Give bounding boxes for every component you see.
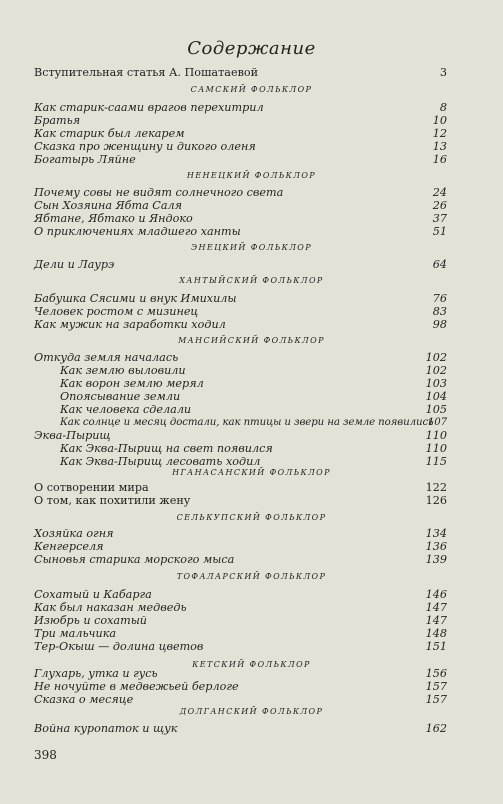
toc-entry xyxy=(34,680,447,693)
toc-entry-page: 139 xyxy=(425,553,447,566)
toc-entry xyxy=(34,429,447,442)
toc-entry-page: 83 xyxy=(432,305,447,318)
toc-entry-title: Не ночуйте в медвежьей берлоге xyxy=(34,680,239,693)
section-heading: ХАНТЫЙСКИЙ ФОЛЬКЛОР xyxy=(179,276,324,285)
toc-entry xyxy=(34,722,447,735)
toc-entry xyxy=(34,199,447,212)
section-heading: ТОФАЛАРСКИЙ ФОЛЬКЛОР xyxy=(176,572,327,581)
toc-entry-page: 24 xyxy=(432,186,447,199)
toc-entry-title: Дели и Лаурэ xyxy=(34,258,115,271)
toc-entry xyxy=(34,225,447,238)
toc-entry xyxy=(34,667,447,680)
toc-entry-page: 104 xyxy=(425,390,447,403)
toc-entry-title: Как мужик на заработки ходил xyxy=(34,318,226,331)
toc-entry-page: 13 xyxy=(432,140,447,153)
toc-entry-title: Как человека сделали xyxy=(60,403,192,416)
toc-entry-title: Сказка про женщину и дикого оленя xyxy=(34,140,256,153)
toc-entry-title: Почему совы не видят солнечного света xyxy=(34,186,284,199)
toc-entry-page: 115 xyxy=(425,455,447,468)
section-heading: НГАНАСАНСКИЙ ФОЛЬКЛОР xyxy=(172,468,331,477)
toc-entry xyxy=(34,416,447,429)
toc-entry-page: 134 xyxy=(425,527,447,540)
toc-entry-title: Тер-Окыш — долина цветов xyxy=(34,640,204,653)
toc-entry-page: 12 xyxy=(432,127,447,140)
toc-entry xyxy=(34,292,447,305)
toc-entry-page: 147 xyxy=(425,614,447,627)
toc-entry xyxy=(34,305,447,318)
toc-entry-title: Опоясывание земли xyxy=(60,390,181,403)
toc-entry-title: Война куропаток и щук xyxy=(34,722,178,735)
toc-entry-page: 148 xyxy=(425,627,447,640)
toc-entry-page: 51 xyxy=(432,225,447,238)
toc-entry xyxy=(34,527,447,540)
toc-entry-title: Сохатый и Кабарга xyxy=(34,588,152,601)
toc-entry-page: 162 xyxy=(425,722,447,735)
toc-entry xyxy=(34,186,447,199)
toc-entry xyxy=(34,258,447,271)
toc-entry-title: Как старик-саами врагов перехитрил xyxy=(34,101,264,114)
toc-entry-title: О том, как похитили жену xyxy=(34,494,191,507)
toc-entry-title: Ябтане, Ябтако и Яндоко xyxy=(34,212,193,225)
toc-entry-page: 26 xyxy=(432,199,447,212)
toc-entry xyxy=(34,614,447,627)
toc-entry-page: 151 xyxy=(425,640,447,653)
section-heading: САМСКИЙ ФОЛЬКЛОР xyxy=(190,85,313,94)
section-heading: ДОЛГАНСКИЙ ФОЛЬКЛОР xyxy=(179,707,324,716)
toc-entry-page: 8 xyxy=(439,101,447,114)
toc-entry-page: 110 xyxy=(425,442,447,455)
toc-entry-page: 102 xyxy=(425,351,447,364)
toc-entry-title: Как солнце и месяц достали, как птицы и звери на земле появились xyxy=(60,417,434,428)
toc-entry-page: 76 xyxy=(432,292,447,305)
toc-entry-title: О приключениях младшего ханты xyxy=(34,225,241,238)
toc-entry xyxy=(34,127,447,140)
toc-entry-title: Эква-Пырищ xyxy=(34,429,111,442)
page-title: Содержание xyxy=(187,38,316,59)
toc-entry-page: 136 xyxy=(425,540,447,553)
toc-entry-page: 37 xyxy=(432,212,447,225)
toc-entry-title: Глухарь, утка и гусь xyxy=(34,667,158,680)
toc-entry xyxy=(34,693,447,706)
toc-entry-page: 16 xyxy=(432,153,447,166)
toc-entry xyxy=(34,494,447,507)
toc-entry xyxy=(34,442,447,455)
toc-entry-title: Три мальчика xyxy=(34,627,117,640)
toc-entry-page: 110 xyxy=(425,429,447,442)
toc-entry xyxy=(34,601,447,614)
toc-entry-title: Изюбрь и сохатый xyxy=(34,614,148,627)
toc-entry-page: 157 xyxy=(425,693,447,706)
toc-entry-title: Сын Хозяина Ябта Саля xyxy=(34,199,183,212)
toc-entry xyxy=(34,351,447,364)
toc-entry-page: 126 xyxy=(425,494,447,507)
toc-entry-page: 98 xyxy=(432,318,447,331)
toc-entry-page: 64 xyxy=(432,258,447,271)
toc-entry-page: 156 xyxy=(425,667,447,680)
toc-entry-title: О сотворении мира xyxy=(34,481,149,494)
toc-entry-title: Хозяйка огня xyxy=(34,527,114,540)
section-heading: НЕНЕЦКИЙ ФОЛЬКЛОР xyxy=(186,171,317,180)
toc-entry-title: Вступительная статья А. Пошатаевой xyxy=(34,66,259,79)
section-heading: МАНСИЙСКИЙ ФОЛЬКЛОР xyxy=(178,336,325,345)
toc-entry-page: 10 xyxy=(432,114,447,127)
toc-entry-title: Богатырь Ляйне xyxy=(34,153,136,166)
toc-entry xyxy=(34,153,447,166)
section-heading: КЕТСКИЙ ФОЛЬКЛОР xyxy=(192,660,311,669)
section-heading: ЭНЕЦКИЙ ФОЛЬКЛОР xyxy=(190,243,313,252)
toc-entry xyxy=(34,101,447,114)
toc-entry-title: Как ворон землю мерял xyxy=(60,377,204,390)
toc-entry-title: Кенгерселя xyxy=(34,540,104,553)
toc-entry xyxy=(34,403,447,416)
toc-entry-page: 105 xyxy=(425,403,447,416)
toc-entry-page: 103 xyxy=(425,377,447,390)
toc-entry-page: 122 xyxy=(425,481,447,494)
toc-entry-page: 3 xyxy=(439,66,447,79)
toc-entry xyxy=(34,540,447,553)
toc-entry-page: 157 xyxy=(425,680,447,693)
toc-entry xyxy=(34,553,447,566)
toc-entry xyxy=(34,588,447,601)
toc-entry xyxy=(34,140,447,153)
toc-entry-title: Сказка о месяце xyxy=(34,693,134,706)
toc-entry-page: 146 xyxy=(425,588,447,601)
toc-entry-title: Человек ростом с мизинец xyxy=(34,305,199,318)
toc-entry-title: Как старик был лекарем xyxy=(34,127,185,140)
toc-entry-title: Откуда земля началась xyxy=(34,351,179,364)
toc-entry-page: 147 xyxy=(425,601,447,614)
toc-entry-title: Как Эква-Пырищ лесовать ходил xyxy=(60,455,261,468)
toc-entry xyxy=(34,640,447,653)
toc-entry xyxy=(34,318,447,331)
toc-entry xyxy=(34,627,447,640)
toc-entry xyxy=(34,66,447,79)
toc-entry-title: Братья xyxy=(34,114,81,127)
toc-entry-title: Сыновья старика морского мыса xyxy=(34,553,235,566)
toc-entry-title: Бабушка Сясими и внук Имихилы xyxy=(34,292,237,305)
toc-entry-page: 102 xyxy=(425,364,447,377)
toc-entry xyxy=(34,390,447,403)
toc-entry-page: 107 xyxy=(427,417,447,428)
toc-entry xyxy=(34,481,447,494)
section-heading: СЕЛЬКУПСКИЙ ФОЛЬКЛОР xyxy=(176,513,327,522)
toc-entry-title: Как был наказан медведь xyxy=(34,601,187,614)
toc-entry xyxy=(34,212,447,225)
page-number: 398 xyxy=(34,748,57,762)
toc-entry xyxy=(34,377,447,390)
toc-entry xyxy=(34,364,447,377)
toc-entry-title: Как землю выловили xyxy=(60,364,186,377)
toc-entry xyxy=(34,114,447,127)
toc-entry-title: Как Эква-Пырищ на свет появился xyxy=(60,442,273,455)
